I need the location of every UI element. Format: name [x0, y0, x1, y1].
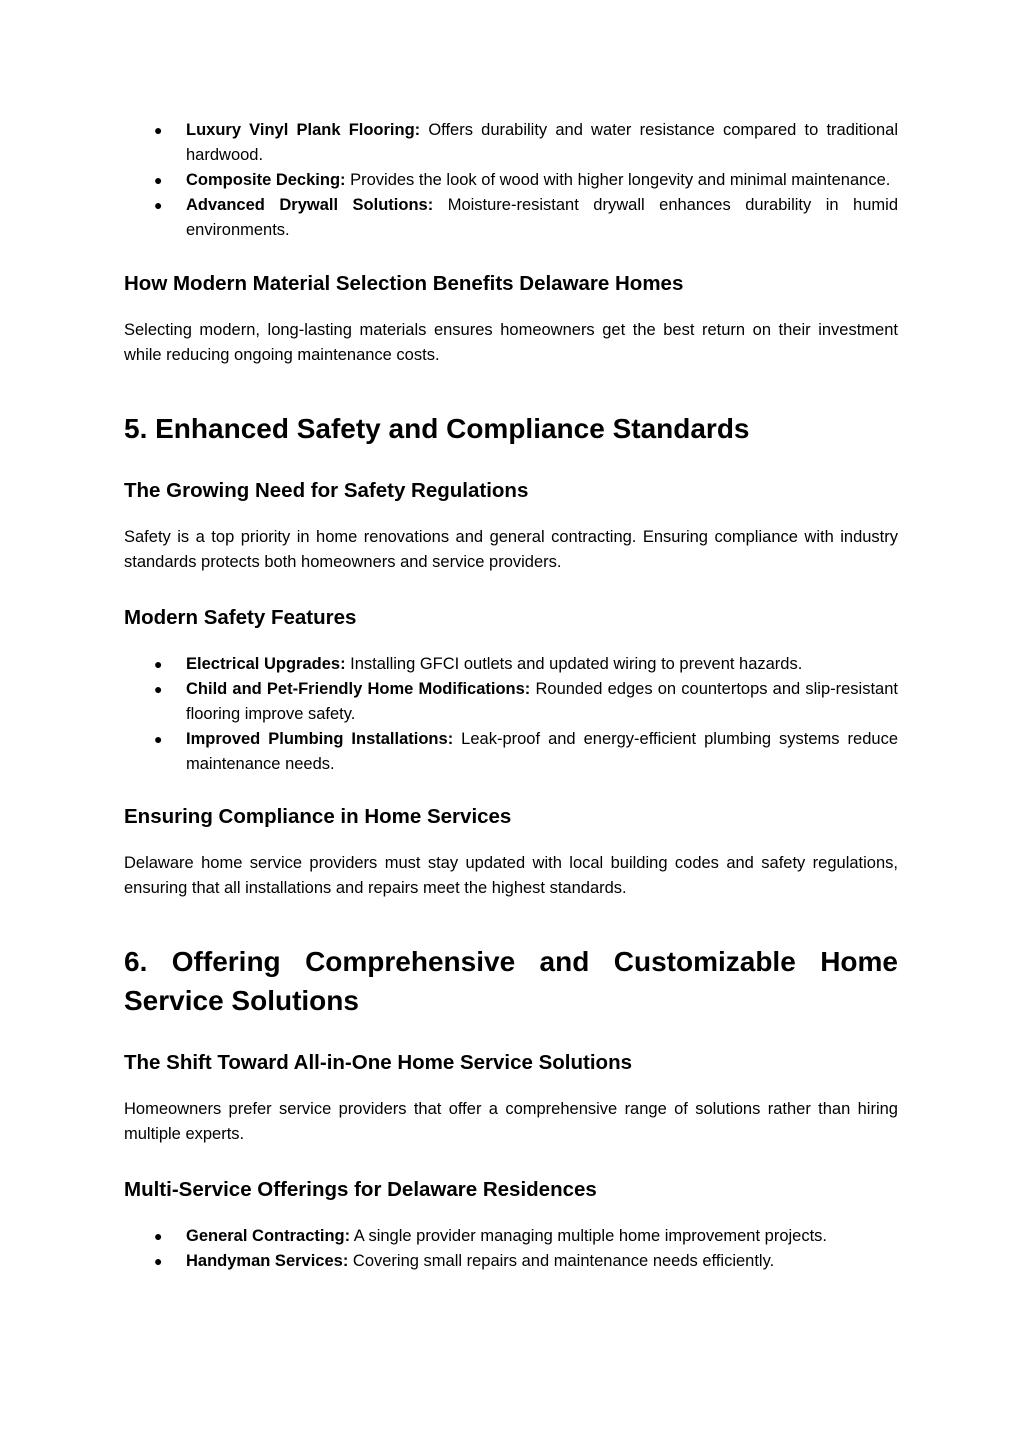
document-page: [124, 118, 898, 1274]
list-item-text: Covering small repairs and maintenance needs efficiently.: [348, 1252, 775, 1270]
paragraph-material-selection: Selecting modern, long-lasting materials ensures homeowners get the best return on their investment while reducing ongoing maintenance costs.: [124, 321, 898, 364]
safety-features-list: [124, 652, 898, 777]
paragraph-safety-regulations: Safety is a top priority in home renovations and general contracting. Ensuring compliance with industry standards protects both homeowners and service providers.: [124, 528, 898, 571]
list-item: [124, 727, 898, 777]
list-item-text: Leak-proof and energy-efficient plumbing systems reduce maintenance needs.: [186, 730, 899, 773]
list-item: [124, 677, 898, 727]
subheading-multi-service: Multi-Service Offerings for Delaware Residences: [124, 1178, 597, 1201]
section-heading-5: 5. Enhanced Safety and Compliance Standards: [124, 413, 750, 444]
list-item-text: Rounded edges on countertops and slip-resistant flooring improve safety.: [186, 680, 898, 723]
bullet-icon: ●: [154, 656, 163, 672]
bullet-icon: ●: [154, 1228, 163, 1244]
bullet-icon: ●: [154, 731, 163, 747]
list-item: [124, 1224, 898, 1249]
bullet-icon: ●: [154, 122, 163, 138]
list-item: [124, 168, 898, 193]
multi-service-list: [124, 1224, 898, 1274]
list-item-term: Luxury Vinyl Plank Flooring:: [186, 121, 421, 139]
list-item-term: Advanced Drywall Solutions:: [186, 196, 434, 214]
list-item-text: Provides the look of wood with higher longevity and minimal maintenance.: [345, 171, 891, 189]
list-item-text: Installing GFCI outlets and updated wiring to prevent hazards.: [345, 655, 803, 673]
list-item: [124, 652, 898, 677]
list-item-term: Handyman Services:: [186, 1252, 349, 1270]
bullet-icon: ●: [154, 1253, 163, 1269]
subheading-all-in-one: The Shift Toward All-in-One Home Service Solutions: [124, 1051, 632, 1074]
list-item-term: Composite Decking:: [186, 171, 346, 189]
list-item-text: A single provider managing multiple home improvement projects.: [350, 1227, 828, 1245]
list-item-text: Moisture-resistant drywall enhances durability in humid environments.: [186, 196, 898, 239]
list-item-term: General Contracting:: [186, 1227, 351, 1245]
list-item: [124, 193, 898, 243]
bullet-icon: ●: [154, 172, 163, 188]
paragraph-compliance: Delaware home service providers must stay updated with local building codes and safety regulations, ensuring that all installations and repairs meet the highest standards.: [124, 854, 898, 897]
bullet-icon: ●: [154, 681, 163, 697]
bullet-icon: ●: [154, 197, 163, 213]
list-item: [124, 1249, 898, 1274]
subheading-safety-features: Modern Safety Features: [124, 606, 357, 629]
subheading-material-selection: How Modern Material Selection Benefits Delaware Homes: [124, 272, 684, 295]
list-item-term: Electrical Upgrades:: [186, 655, 346, 673]
section-heading-6: 6. Offering Comprehensive and Customizable Home Service Solutions: [124, 946, 898, 1016]
list-item-text: Offers durability and water resistance compared to traditional hardwood.: [186, 121, 898, 164]
subheading-compliance: Ensuring Compliance in Home Services: [124, 805, 512, 828]
paragraph-all-in-one: Homeowners prefer service providers that offer a comprehensive range of solutions rather than hiring multiple experts.: [124, 1100, 898, 1143]
materials-list: [124, 118, 898, 243]
subheading-safety-regulations: The Growing Need for Safety Regulations: [124, 479, 529, 502]
list-item-term: Improved Plumbing Installations:: [186, 730, 454, 748]
list-item: [124, 118, 898, 168]
list-item-term: Child and Pet-Friendly Home Modifications:: [186, 680, 531, 698]
